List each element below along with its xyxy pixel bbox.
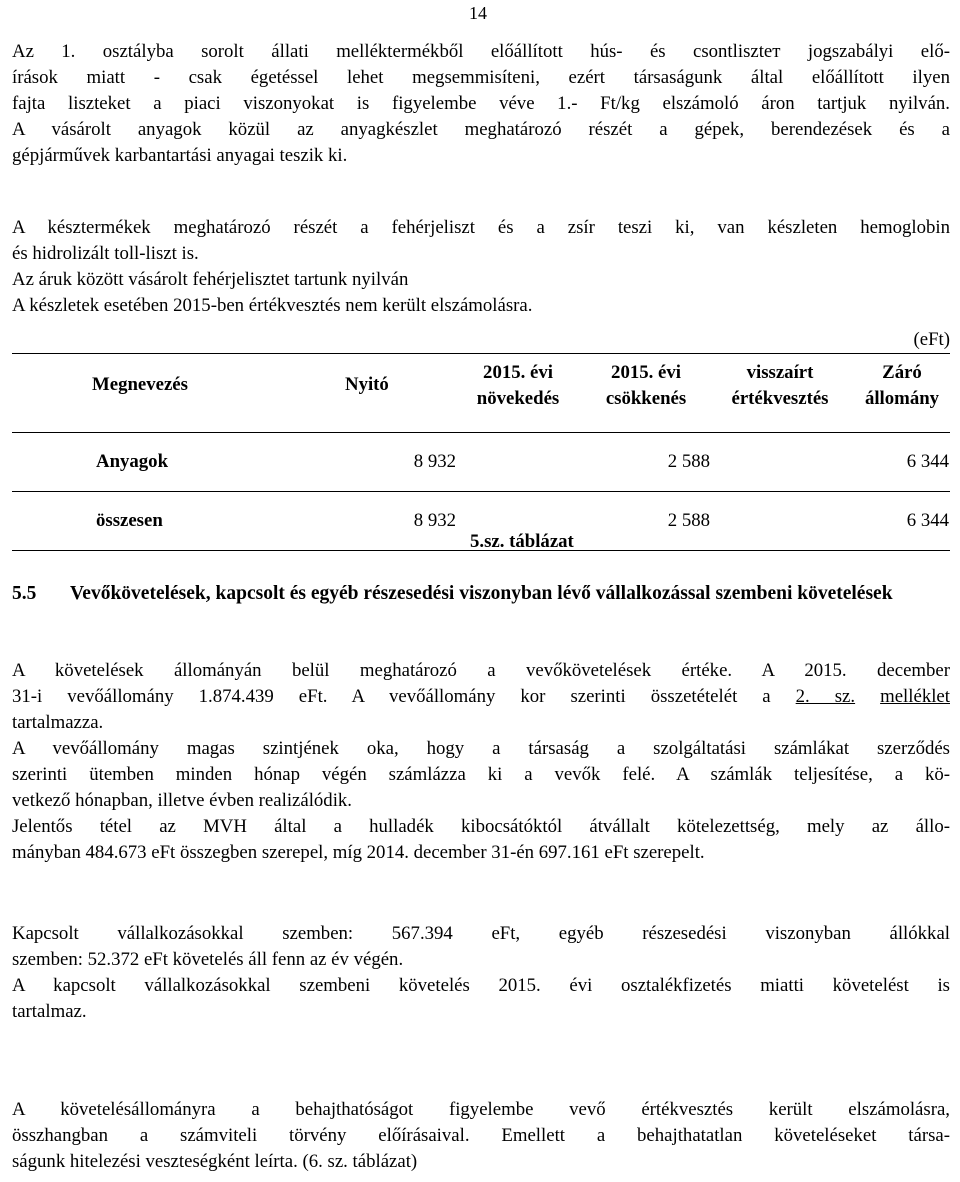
row-opening: 8 932: [413, 451, 456, 472]
text-line: szerinti ütemben minden hónap végén számlázza ki a vevők felé. A számlák teljesítése, a kö-: [12, 764, 950, 785]
header-increase-line2: növekedés: [476, 388, 560, 409]
header-opening: Nyitó: [345, 374, 389, 395]
header-name: Megnevezés: [92, 374, 188, 395]
header-reversed-line2: értékvesztés: [731, 388, 829, 409]
text-line: Az 1. osztályba sorolt állati melléktermékből előállított hús- és csontliszteт jogszabályi elő-: [12, 41, 950, 62]
row-decrease: 2 588: [667, 510, 710, 531]
text-line: A követelések állományán belül meghatározó a vevőkövetelések értéke. A 2015. december: [12, 660, 950, 681]
row-closing: 6 344: [906, 510, 949, 531]
text-line: írások miatt - csak égetéssel lehet megsemmisíteni, ezért társaságunk által előállított ilyen: [12, 67, 950, 88]
inventory-table: [12, 353, 950, 551]
section-heading: [12, 581, 950, 607]
text-line: vetkező hónapban, illetve évben realizálódik.: [12, 790, 353, 811]
section-number: 5.5: [12, 583, 37, 604]
text-line: Az áruk között vásárolt fehérjelisztet tartunk nyilván: [12, 269, 409, 290]
table-row: [12, 433, 950, 492]
header-decrease-line1: 2015. évi: [611, 362, 681, 383]
text-line: gépjárművek karbantartási anyagai teszik ki.: [12, 145, 348, 166]
row-opening: 8 932: [413, 510, 456, 531]
section-title: Vevőkövetelések, kapcsolt és egyéb részesedési viszonyban lévő vállalkozással szembeni követelések: [70, 583, 893, 604]
text-line: szemben: 52.372 eFt követelés áll fenn az év végén.: [12, 949, 404, 970]
text-span: 31-i vevőállomány 1.874.439 eFt. A vevőállomány kor szerinti összetételét a: [12, 686, 796, 707]
impairment-paragraph: [12, 1097, 950, 1175]
intro-paragraph: [12, 39, 950, 169]
header-decrease-line2: csökkenés: [605, 388, 687, 409]
text-line: összhangban a számviteli törvény előírásaival. Emellett a behajthatatlan követeléseket társa-: [12, 1125, 950, 1146]
page-number: 14: [469, 3, 487, 23]
text-line: A kapcsolt vállalkozásokkal szembeni követelés 2015. évi osztalékfizetés miatti követelést is: [12, 975, 950, 996]
annex-link-word[interactable]: melléklet: [880, 686, 950, 707]
header-closing-line2: állomány: [864, 388, 940, 409]
text-line: A késztermékek meghatározó részét a fehérjeliszt és a zsír teszi ki, van készleten hemoglobin: [12, 217, 950, 238]
text-line: és hidrolizált toll-liszt is.: [12, 243, 199, 264]
text-line: Kapcsolt vállalkozásokkal szemben: 567.394 eFt, egyéb részesedési viszonyban állókkal: [12, 923, 950, 944]
text-line: [12, 684, 950, 710]
text-line: A készletek esetében 2015-ben értékvesztés nem került elszámolásra.: [12, 295, 533, 316]
table-header-row: [12, 354, 950, 433]
table-unit-label: (eFt): [913, 329, 950, 350]
text-line: A követelésállományra a behajthatóságot figyelembe vevő értékvesztés került elszámolásra,: [12, 1099, 950, 1120]
text-line: Jelentős tétel az MVH által a hulladék kibocsátóktól átvállalt kötelezettség, mely az állo-: [12, 816, 950, 837]
header-decrease: [591, 360, 701, 412]
header-increase-line1: 2015. évi: [483, 362, 553, 383]
text-line: tartalmazza.: [12, 712, 104, 733]
table-caption: 5.sz. táblázat: [470, 531, 574, 552]
text-line: tartalmaz.: [12, 1001, 87, 1022]
annex-link-number[interactable]: 2. sz.: [795, 686, 856, 707]
row-decrease: 2 588: [667, 451, 710, 472]
text-line: mányban 484.673 eFt összegben szerepel, míg 2014. december 31-én 697.161 eFt szerepelt.: [12, 842, 705, 863]
header-increase: [458, 360, 578, 412]
receivables-paragraph: [12, 658, 950, 866]
products-paragraph: [12, 215, 950, 319]
text-line: ságunk hitelezési veszteségként leírta. (6. sz. táblázat): [12, 1151, 418, 1172]
row-name: Anyagok: [96, 451, 169, 472]
header-closing: [852, 360, 952, 412]
text-line: A vevőállomány magas szintjének oka, hogy a társaság a szolgáltatási számlákat szerződés: [12, 738, 950, 759]
row-name: összesen: [96, 510, 163, 531]
header-reversed-line1: visszaírt: [746, 362, 814, 383]
affiliates-paragraph: [12, 921, 950, 1025]
text-line: fajta liszteket a piaci viszonyokat is figyelembe véve 1.- Ft/kg elszámoló áron tartjuk nyilván.: [12, 93, 950, 114]
row-closing: 6 344: [906, 451, 949, 472]
header-reversed: [715, 360, 845, 412]
text-line: A vásárolt anyagok közül az anyagkészlet meghatározó részét a gépek, berendezések és a: [12, 119, 950, 140]
header-closing-line1: Záró: [882, 362, 922, 383]
